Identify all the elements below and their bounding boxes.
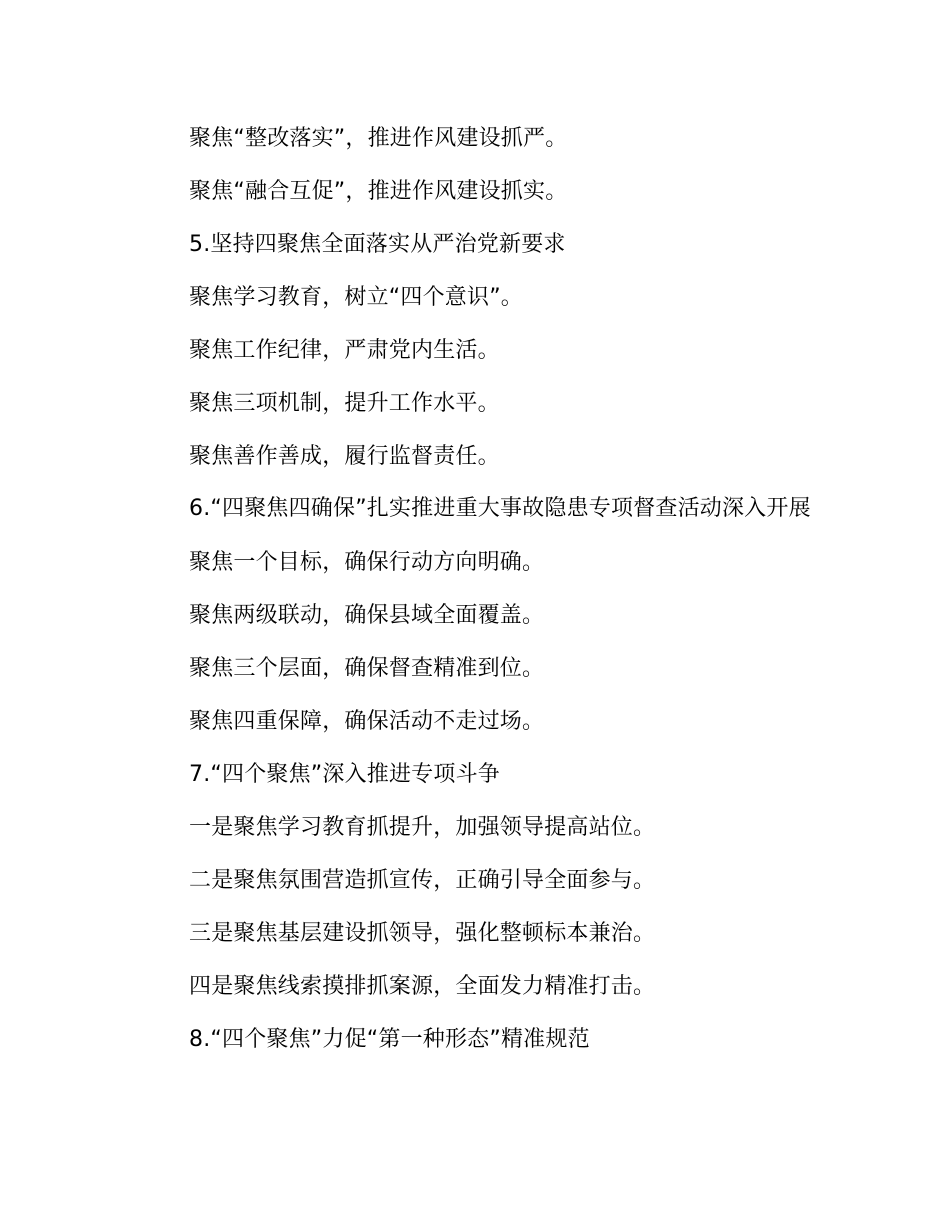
section-heading: 5.坚持四聚焦全面落实从严治党新要求 [189, 232, 566, 257]
paragraph-line: 聚焦“整改落实”，推进作风建设抓严。 [189, 126, 568, 151]
paragraph-line: 聚焦三个层面，确保督查精准到位。 [189, 656, 545, 681]
paragraph-line: 聚焦一个目标，确保行动方向明确。 [189, 550, 545, 575]
paragraph-line: 聚焦“融合互促”，推进作风建设抓实。 [189, 179, 568, 204]
paragraph-line: 三是聚焦基层建设抓领导，强化整顿标本兼治。 [189, 921, 656, 946]
section-heading: 7.“四个聚焦”深入推进专项斗争 [189, 762, 500, 787]
paragraph-line: 二是聚焦氛围营造抓宣传，正确引导全面参与。 [189, 868, 656, 893]
paragraph-line: 聚焦四重保障，确保活动不走过场。 [189, 709, 545, 734]
paragraph-line: 聚焦工作纪律，严肃党内生活。 [189, 338, 500, 363]
paragraph-line: 聚焦三项机制，提升工作水平。 [189, 391, 500, 416]
section-heading: 6.“四聚焦四确保”扎实推进重大事故隐患专项督查活动深入开展 [189, 496, 811, 521]
document-body [141, 112, 821, 1066]
paragraph-line: 聚焦学习教育，树立“四个意识”。 [189, 285, 523, 310]
section-heading: 8.“四个聚焦”力促“第一种形态”精准规范 [189, 1027, 590, 1052]
paragraph-line: 一是聚焦学习教育抓提升，加强领导提高站位。 [189, 815, 656, 840]
paragraph-line: 聚焦两级联动，确保县域全面覆盖。 [189, 603, 545, 628]
paragraph-line: 四是聚焦线索摸排抓案源，全面发力精准打击。 [189, 974, 656, 999]
paragraph-line: 聚焦善作善成，履行监督责任。 [189, 444, 500, 469]
